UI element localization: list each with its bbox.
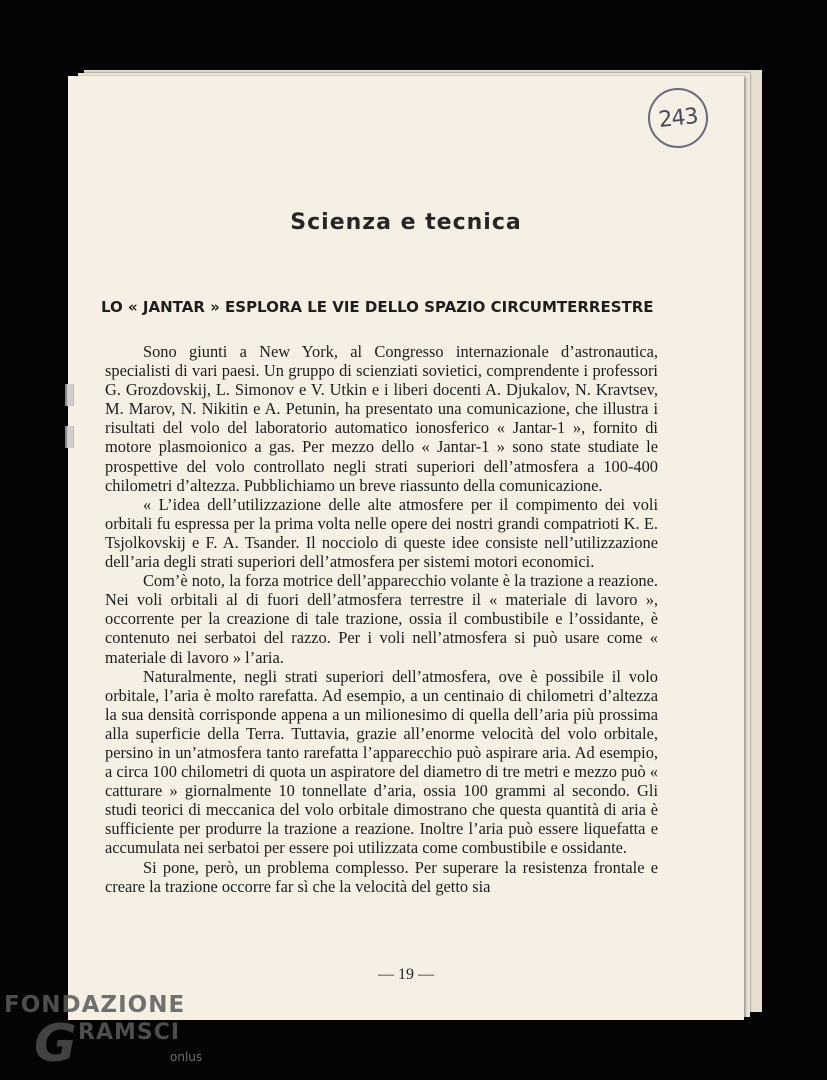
paragraph: Si pone, però, un problema complesso. Per superare la resistenza frontale e creare la trazione occorre far sì che la velocità del getto sia — [105, 857, 658, 896]
paragraph: Naturalmente, negli strati superiori dell’atmosfera, ove è possibile il volo orbitale, l’aria è molto rarefatta. Ad esempio, a un centinaio di chilometri d’altezza la sua densità corrisponde appena a un milionesimo di quella dell’aria più prossima alla superficie della Terra. Tuttavia, grazie all’enorme velocità del volo orbitale, persino in un’atmosfera tanto rarefatta l’apparecchio può aspirare aria. Ad esempio, a circa 100 chilometri di quota un aspiratore del diametro di tre metri e mezzo può « catturare » giornalmente 10 tonnellate d’aria, ossia 100 grammi al secondo. Gli studi teorici di meccanica del volo orbitale dimostrano che questa quantità di aria è sufficiente per produrre la trazione a reazione. Inoltre l’aria può essere liquefatta e accumulata nei serbatoi per essere poi utilizzata come combustibile e ossidante. — [105, 666, 658, 858]
article-title: LO « JANTAR » ESPLORA LE VIE DELLO SPAZIO CIRCUMTERRESTRE — [101, 298, 654, 316]
document-page — [68, 76, 744, 1020]
staple — [65, 426, 74, 448]
fondazione-gramsci-watermark — [4, 988, 214, 1078]
archive-number-stamp: 243 — [645, 85, 711, 151]
watermark-line1: FONDAZIONE — [4, 992, 186, 1018]
watermark-sub: onlus — [170, 1050, 203, 1064]
article-body — [105, 342, 658, 896]
watermark-g-logo-icon: G — [34, 1014, 77, 1074]
page-number: — 19 — — [378, 966, 434, 983]
paragraph: Com’è noto, la forza motrice dell’apparecchio volante è la trazione a reazione. Nei voli orbitali al di fuori dell’atmosfera terrestre il « materiale di lavoro », occorrente per la creazione di tale trazione, ossia il combustibile e l’ossidante, è contenuto nei serbatoi del razzo. Per i voli nell’atmosfera si può usare come « materiale di lavoro » l’aria. — [105, 571, 658, 667]
watermark-line2: RAMSCI — [78, 1020, 181, 1045]
paragraph: « L’idea dell’utilizzazione delle alte atmosfere per il compimento dei voli orbitali fu espressa per la prima volta nelle opere dei nostri grandi compatrioti K. E. Tsjolkovskij e F. A. Tsander. Il nocciolo di queste idee consiste nell’utilizzazione dell’aria degli strati superiori dell’atmosfera per sistemi motori economici. — [105, 494, 658, 572]
section-title: Scienza e tecnica — [290, 210, 522, 235]
paragraph: Sono giunti a New York, al Congresso internazionale d’astronautica, specialisti di vari paesi. Un gruppo di scienziati sovietici, comprendente i professori G. Grozdovskij, L. Simonov e V. Utkin e i liberi docenti A. Djukalov, N. Kravtsev, M. Marov, N. Nikitin e A. Petunin, ha presentato una comunicazione, che illustra i risultati del volo del laboratorio automatico ionosferico « Jantar-1 », fornito di motore plasmoionico a gas. Per mezzo dello « Jantar-1 » sono state studiate le prospettive del volo controllato negli strati superiori dell’atmosfera a 100-400 chilometri d’altezza. Pubblichiamo un breve riassunto della comunicazione. — [105, 342, 658, 495]
staple — [65, 384, 74, 406]
